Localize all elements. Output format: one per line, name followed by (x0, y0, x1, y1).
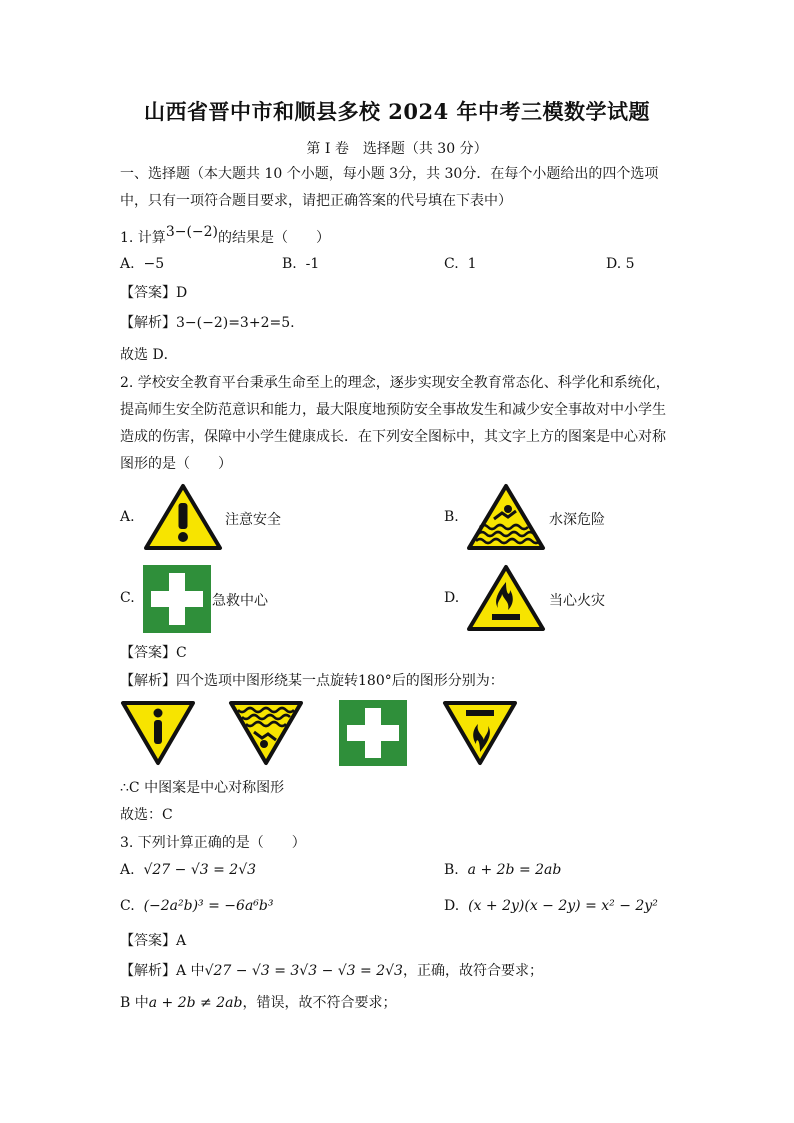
q1-option-b: B. -1 (282, 256, 320, 272)
section-intro-line-2: 中，只有一项符合题目要求，请把正确答案的代号填在下表中） (120, 193, 512, 209)
q1-stem-prefix: 1. 计算 (120, 230, 166, 246)
q3-option-d: D. (x + 2y)(x − 2y) = x² − 2y² (444, 898, 658, 914)
q1-answer: 【答案】D (120, 285, 188, 301)
q1-option-d: D. 5 (606, 256, 635, 272)
q2-option-c-letter: C. (120, 590, 135, 606)
section-intro-line-1: 一、选择题（本大题共 10 个小题，每小题 3分，共 30分．在每个小题给出的四个选项 (120, 166, 659, 182)
q1-stem-suffix: 的结果是（ ） (218, 230, 331, 246)
exclamation-warning-sign-icon (143, 483, 223, 551)
q3-analysis-a: 【解析】A 中√27 − √3 = 3√3 − √3 = 2√3，正确，故符合要求； (120, 963, 543, 979)
q2-stem-line-1: 2. 学校安全教育平台秉承生命至上的理念，逐步实现安全教育常态化、科学化和系统化， (120, 375, 670, 391)
q1-stem-expr: 3−(−2) (165, 224, 219, 240)
q3-analysis-b: B 中a + 2b ≠ 2ab，错误，故不符合要求； (120, 995, 397, 1011)
q3-option-b: B. a + 2b = 2ab (444, 862, 562, 878)
q2-option-a-letter: A. (120, 509, 135, 525)
q2-option-c-label: 急救中心 (212, 593, 268, 609)
q2-answer: 【答案】C (120, 645, 187, 661)
page-title: 山西省晋中市和顺县多校 2024 年中考三模数学试题 (143, 99, 651, 124)
q2-conclusion: 故选：C (120, 807, 173, 823)
deep-water-warning-sign-icon (466, 483, 546, 551)
q2-stem-line-4: 图形的是（ ） (120, 456, 232, 472)
q2-option-b-letter: B. (444, 509, 459, 525)
q2-analysis: 【解析】四个选项中图形绕某一点旋转180°后的图形分别为： (120, 673, 504, 689)
q2-stem-line-2: 提高师生安全防范意识和能力，最大限度地预防安全事故发生和减少安全事故对中小学生 (120, 402, 666, 418)
rotated-deep-water-sign-icon (228, 700, 304, 766)
q1-option-a: A. −5 (120, 256, 165, 272)
rotated-exclamation-sign-icon (120, 700, 196, 766)
q1-option-c: C. 1 (444, 256, 477, 272)
q2-therefore: ∴C 中图案是中心对称图形 (120, 780, 285, 796)
q1-conclusion: 故选 D． (120, 347, 178, 363)
q3-option-a: A. √27 − √3 = 2√3 (120, 862, 257, 878)
q2-option-d-label: 当心火灾 (549, 593, 605, 609)
q3-stem: 3. 下列计算正确的是（ ） (120, 835, 306, 851)
rotated-fire-sign-icon (442, 700, 518, 766)
section-subtitle: 第 I 卷 选择题（共 30 分） (306, 141, 488, 157)
first-aid-cross-sign-icon (143, 565, 211, 633)
rotated-first-aid-sign-icon (339, 700, 407, 766)
q2-option-a-label: 注意安全 (225, 512, 281, 528)
fire-warning-sign-icon (466, 564, 546, 632)
q2-option-b-label: 水深危险 (549, 512, 605, 528)
q1-analysis: 【解析】3−(−2)=3+2=5. (120, 315, 295, 331)
q3-answer: 【答案】A (120, 933, 187, 949)
q2-option-d-letter: D. (444, 590, 460, 606)
q3-option-c: C. (−2a²b)³ = −6a⁶b³ (120, 898, 274, 914)
q2-stem-line-3: 造成的伤害，保障中小学生健康成长．在下列安全图标中，其文字上方的图案是中心对称 (120, 429, 666, 445)
q1-stem (120, 224, 331, 248)
q1-analysis-expr: 3−(−2)=3+2=5. (176, 315, 295, 331)
